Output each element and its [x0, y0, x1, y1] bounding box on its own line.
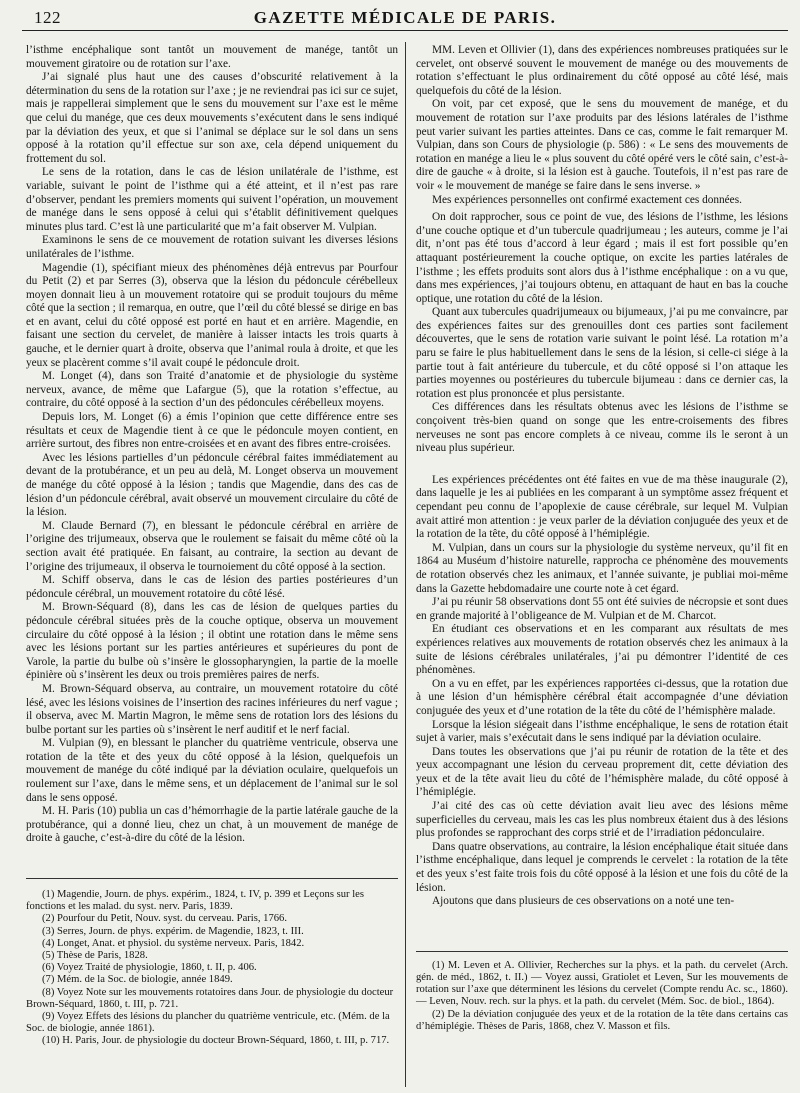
- paragraph: l’isthme encéphalique sont tantôt un mouvement de manége, tantôt un mouvement giratoire ou de rotation sur l’axe.: [26, 44, 398, 70]
- paragraph: M. Brown-Séquard (8), dans les cas de lésion de quelques parties du pédoncule cérébral situées près de la couche optique, observa un mouvement circulaire du côté opposé à la lésion ; il obtint une rotation dans le même sens avec les lésions portant sur les parties antérieures et supérieures du pont de Varole, la partie du bulbe où s’insère le glossopharyngien, la partie de la moelle épinière où s’insèrent les deux ou trois premières paires de nerfs.: [26, 601, 398, 682]
- footnote: (8) Voyez Note sur les mouvements rotatoires dans Jour. de physiologie du docteur Brown-Séquard, 1860, t. III, p. 721.: [26, 986, 394, 1010]
- footnote: (2) De la déviation conjuguée des yeux et de la rotation de la tête dans certains cas d’hémiplégie. Thèses de Paris, 1868, chez V. Masson et fils.: [416, 1008, 788, 1032]
- paragraph: J’ai pu réunir 58 observations dont 55 ont été suivies de nécropsie et sont dues en grande majorité à l’obligeance de M. Vulpian et de M. Charcot.: [416, 596, 788, 622]
- paragraph: Magendie (1), spécifiant mieux des phénomènes déjà entrevus par Pourfour du Petit (2) et par Serres (3), observa que la lésion du pédoncule cérébelleux moyen donnait lieu à un mouvement rotatoire qui se produit toujours du même côté que la section ; il remarqua, en outre, que l’œil du côté blessé se dirige en bas et en avant, celui du côté opposé est porté en haut et en arrière. Magendie, en faisant une section du cervelet, de manière à laisser intacts les trois quarts à gauche, et le dernier quart à droite, observa que l’animal roula à droite, et que les yeux se placèrent comme s’il avait coupé le pédoncule droit.: [26, 261, 398, 369]
- paragraph: On doit rapprocher, sous ce point de vue, des lésions de l’isthme, les lésions d’une couche optique et d’un tubercule quadrijumeau ; les auteurs, comme je l’ai dit, n’ont pas été tous d’accord à leur égard ; mais il est fort possible qu’en attaquant postérieurement la couche optique, on excite les parties latérales de l’isthme ; les effets produits sont alors dus à l’isthme encéphalique : on a vu que, dans mes expériences, j’ai toujours obtenu, en attaquant de haut en bas la couche optique, une rotation du côté de la lésion.: [416, 211, 788, 305]
- paragraph: M. Schiff observa, dans le cas de lésion des parties postérieures d’un pédoncule cérébral, un mouvement rotatoire du côté lésé.: [26, 574, 398, 600]
- paragraph: M. Longet (4), dans son Traité d’anatomie et de physiologie du système nerveux, avance, de même que Lafargue (5), que la rotation s’effectue, au contraire, du côté opposé à la section d’un des pédoncules cérébelleux moyens.: [26, 370, 398, 410]
- paragraph: M. Brown-Séquard observa, au contraire, un mouvement rotatoire du côté lésé, avec les lésions voisines de l’insertion des racines inférieures du nerf vague ; il observa, avec M. Martin Magron, le même sens de rotation lors des lésions du bulbe portant sur les parties où s’insèrent le nerf auditif et le nerf facial.: [26, 682, 398, 736]
- paragraph: Dans quatre observations, au contraire, la lésion encéphalique était située dans l’isthme encéphalique, dans lequel je comprends le cervelet : la rotation de la tête et des yeux s’est faite trois fois du côté opposé à la lésion et une fois du côté de la lésion.: [416, 840, 788, 894]
- paragraph: Depuis lors, M. Longet (6) a émis l’opinion que cette différence entre ses résultats et ceux de Magendie tient à ce que le pédoncule moyen contient, en arrière surtout, des fibres non entre-croisées et en avant des fibres entre-croisées.: [26, 411, 398, 451]
- page-number: 122: [34, 8, 61, 27]
- paragraph: En étudiant ces observations et en les comparant aux résultats de mes expériences relatives aux mouvements de rotation observés chez les animaux à la suite de lésions cérébrales unilatérales, j’ai pu démontrer l’identité de ces phénomènes.: [416, 623, 788, 677]
- column-divider: [405, 42, 406, 1087]
- footnote: (5) Thèse de Paris, 1828.: [42, 950, 148, 962]
- left-body: [26, 44, 398, 846]
- footnote: (1) Magendie, Journ. de phys. expérim., 1824, t. IV, p. 399 et Leçons sur les fonctions et les malad. du syst. nerv. Paris, 1839.: [26, 889, 364, 913]
- page-header: [22, 8, 788, 31]
- footnote: (9) Voyez Effets des lésions du plancher du quatrième ventricule, etc. (Mém. de la Soc. de biologie, année 1861).: [26, 1011, 390, 1035]
- footnote: (6) Voyez Traité de physiologie, 1860, t. II, p. 406.: [42, 962, 257, 974]
- left-footnotes: [26, 889, 398, 1048]
- paragraph: Mes expériences personnelles ont confirmé exactement ces données.: [432, 193, 742, 206]
- footnote: (1) M. Leven et A. Ollivier, Recherches sur la phys. et la path. du cervelet (Arch. gén. de méd., 1862, t. II.) — Voyez aussi, Gratiolet et Leven, Sur les mouvements de rotation sur l’axe que déterminent les lésions du cervelet (Compte rendu Ac. sc., 1860). — Leven, Nouv. rech. sur la phys. et la path. du cervelet (Mém. Soc. de biol., 1864).: [416, 959, 788, 1008]
- paragraph: M. Vulpian, dans un cours sur la physiologie du système nerveux, qu’il fit en 1864 au Muséum d’histoire naturelle, rapprocha ce phénomène des mouvements de rotation observés chez les animaux, et l’année suivante, je publiai moi-même dans la Gazette hebdomadaire une courte note à cet égard.: [416, 541, 788, 595]
- paragraph: MM. Leven et Ollivier (1), dans des expériences nombreuses pratiquées sur le cervelet, ont observé souvent le mouvement de manége ou des mouvements de rotation s’effectuant le plus ordinairement du côté opposé au côté lésé, mais quelquefois du côté de la lésion.: [416, 44, 788, 97]
- paragraph: On voit, par cet exposé, que le sens du mouvement de manége, et du mouvement de rotation sur l’axe produits par des lésions latérales de l’isthme peut varier suivant les parties atteintes. Dans ce cas, comme le fait remarquer M. Vulpian, dans son Cours de physiologie (p. 586) : « Le sens des mouvements de rotation en manége a lieu le « plus souvent du côté opéré vers le côté sain, c’est-à-dire de gauche « à droite, si la lésion est à gauche. Toutefois, il n’est pas rare de voir « le mouvement de manége se faire dans le sens inverse. »: [416, 98, 788, 192]
- left-column: [26, 44, 398, 1048]
- footnote-rule: [416, 951, 788, 952]
- paragraph: Ces différences dans les résultats obtenus avec les lésions de l’isthme se conçoivent très-bien quand on songe que les entre-croisements des fibres nerveuses ne sont pas encore complets à ce niveau, comme ils le seront à un niveau plus supérieur.: [416, 401, 788, 455]
- paragraph: M. Vulpian (9), en blessant le plancher du quatrième ventricule, observa une rotation de la tête et des yeux du côté opposé à la lésion, quelquefois un mouvement de manége du côté indiqué par la déviation oculaire, quelquefois un roulement sur l’axe, dans le même sens, et un déplacement de l’animal sur le sol dans le sens opposé.: [26, 737, 398, 804]
- paragraph: Dans toutes les observations que j’ai pu réunir de rotation de la tête et des yeux accompagnant une lésion du cerveau proprement dit, cette déviation des yeux et de la tête avait lieu du côté de l’hémisphère malade, du côté opposé à l’hémiplégie.: [416, 745, 788, 799]
- paragraph: J’ai signalé plus haut une des causes d’obscurité relativement à la détermination du sens de la rotation sur l’axe ; je ne reviendrai pas ici sur ce sujet, mais je rappellerai simplement que le sens du mouvement sur l’axe est le même que celui du manége, que ces deux mouvements s’exécutent dans le sens indiqué par la déviation des yeux, et que si l’animal se déplace sur le sol dans un sens opposé à la rotation qu’il effectue sur son axe, cela dépend uniquement du frottement du sol.: [26, 71, 398, 165]
- paragraph: On a vu en effet, par les expériences rapportées ci-dessus, que la rotation due à une lésion d’un hémisphère cérébral était accompagnée d’une déviation conjuguée des yeux et d’une rotation de la tête du côté de l’hémisphère malade.: [416, 677, 788, 717]
- right-footnotes: [416, 960, 788, 1033]
- paragraph: Ajoutons que dans plusieurs de ces observations on a noté une ten-: [432, 895, 735, 908]
- footnote: (10) H. Paris, Jour. de physiologie du docteur Brown-Séquard, 1860, t. III, p. 717.: [42, 1035, 390, 1047]
- paragraph: Les expériences précédentes ont été faites en vue de ma thèse inaugurale (2), dans laquelle je les ai publiées en les comparant à un symptôme assez fréquent et cependant peu connu de l’apoplexie de cause cérébrale, sur lequel M. Vulpian avait attiré mon attention : je veux parler de la déviation conjuguée des yeux et de la rotation de la tête, du côté opposé à l’hémiplégie.: [416, 473, 788, 541]
- footnote: (4) Longet, Anat. et physiol. du système nerveux. Paris, 1842.: [42, 937, 305, 949]
- footnote: (7) Mém. de la Soc. de biologie, année 1849.: [42, 974, 233, 986]
- paragraph: Quant aux tubercules quadrijumeaux ou bijumeaux, j’ai pu me convaincre, par des expériences faites sur des grenouilles dont ces parties sont facilement découvertes, que le sens de rotation varie suivant le point lésé. La rotation m’a paru se faire le plus habituellement dans le sens de la lésion, si celle-ci siége à la partie tout à fait antérieure du tubercule, et du côté opposé si l’on attaque les parties moyennes ou postérieures du tubercule bijumeau : dans ce dernier cas, la rotation est plus prononcée et plus persistante.: [416, 306, 788, 400]
- paragraph: M. H. Paris (10) publia un cas d’hémorrhagie de la partie latérale gauche de la protubérance, qui a donné lieu, chez un chat, à un mouvement de manége de droite à gauche, c’est-à-dire du côté de la lésion.: [26, 805, 398, 845]
- footnote: (3) Serres, Journ. de phys. expérim. de Magendie, 1823, t. III.: [42, 925, 304, 937]
- paragraph: Le sens de la rotation, dans le cas de lésion unilatérale de l’isthme, est variable, suivant le point de l’isthme qui a été atteint, et il n’est pas rare d’observer, pendant les premiers moments qui suivent l’opération, un mouvement de manége dans le sens opposé à celui qui s’établit définitivement quelques minutes plus tard. C’est là une particularité que m’a fait observer M. Vulpian.: [26, 166, 398, 233]
- paragraph: Examinons le sens de ce mouvement de rotation suivant les diverses lésions unilatérales de l’isthme.: [26, 234, 398, 260]
- footnote-rule: [26, 878, 398, 879]
- paragraph: Lorsque la lésion siégeait dans l’isthme encéphalique, le sens de rotation était sujet à varier, mais s’exécutait dans le sens indiqué par la déviation oculaire.: [416, 718, 788, 745]
- paragraph: J’ai cité des cas où cette déviation avait lieu avec des lésions même superficielles du cerveau, mais les cas les plus nombreux étaient dus à des lésions plus profondes se rapprochant des corps strié et de l’irradiation pédonculaire.: [416, 800, 788, 840]
- right-column: [416, 44, 788, 1033]
- paragraph: M. Claude Bernard (7), en blessant le pédoncule cérébral en arrière de l’origine des trijumeaux, observa que le roulement se faisait du même côté où la section avait été pratiquée. En faisant, au contraire, la section au devant de l’origine des trijumeaux, il observa le tournoiement du côté opposé à la section.: [26, 519, 398, 573]
- footnote: (2) Pourfour du Petit, Nouv. syst. du cerveau. Paris, 1766.: [42, 913, 287, 925]
- paragraph: Avec les lésions partielles d’un pédoncule cérébral faites immédiatement au devant de la protubérance, et un peu au delà, M. Longet observa un mouvement de manége du côté opposé à la lésion ; tandis que Magendie, dans des cas de lésion d’un pédoncule cérébral, avait observé un mouvement circulaire du côté de la lésion.: [26, 451, 398, 519]
- journal-title: GAZETTE MÉDICALE DE PARIS.: [253, 8, 557, 27]
- right-body: [416, 44, 788, 909]
